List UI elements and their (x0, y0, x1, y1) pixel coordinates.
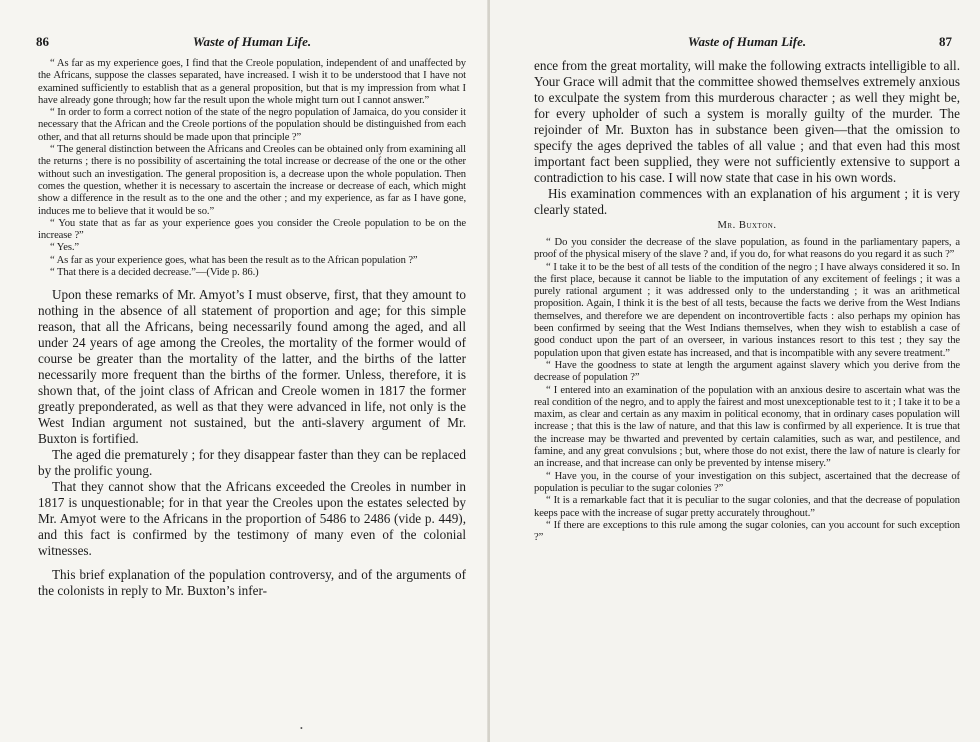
right-testimony-3: “ Have the goodness to state at length the argument against slavery which you derive from the decrease of population ?” (534, 359, 960, 384)
left-body-2: The aged die prematurely ; for they disappear faster than they can be replaced by the prolific young. (38, 447, 466, 479)
left-running-title: Waste of Human Life. (192, 34, 312, 49)
speaker-heading: Mr. Buxton. (717, 220, 777, 231)
left-testimony-6: “ As far as your experience goes, what has been the result as to the African population ?” (50, 254, 418, 266)
right-running-title: Waste of Human Life. (687, 34, 807, 49)
right-testimony-7: “ If there are exceptions to this rule among the sugar colonies, can you account for such exception ?” (534, 519, 960, 544)
left-page-number: 86 (36, 34, 49, 49)
left-testimony-3: “ The general distinction between the Africans and Creoles can be obtained only from examining all the returns ; there is no possibility of ascertaining the total increase or decrease of the one or the other without such an investigation. The general proposition is, a decrease upon the whole population. Then comes the question, whether it is necessary to ascertain the increase or decrease of each, which might show a difference in the result as to the one and the other ; and my experience, as far as I have gone, induces me to believe that it would be so.” (38, 144, 466, 217)
left-testimony-5: “ Yes.” (50, 242, 80, 254)
left-page (0, 0, 488, 742)
right-body-2: His examination commences with an explanation of his argument ; it is very clearly stated. (534, 186, 960, 217)
left-body-1: Upon these remarks of Mr. Amyot’s I must observe, first, that they amount to nothing in the absence of all statement of proportion and age; for this simple reason, that all the Africans, being necessarily found among the aged, and all under 24 years of age among the Creoles, the mortality of the former would of course be greater than the mortality of the latter, and the births of the latter necessarily more frequent than the births of the former. Unless, therefore, it is shown that, of the joint class of African and Creole women in 1817 the former greatly preponderated, as well as that they were advanced in life, not only is the West Indian argument not sustained, but the anti-slavery argument of Mr. Buxton is fortified. (38, 287, 466, 447)
left-testimony-7: “ That there is a decided decrease.”—(Vide p. 86.) (50, 267, 259, 279)
page-speck: • (300, 724, 303, 733)
right-running-head (534, 34, 960, 52)
right-testimony-4: “ I entered into an examination of the population with an anxious desire to ascertain what was the real condition of the negro, and to apply the fairest and most unexceptionable test to it ; I take it to be a maxim, as clear and certain as any maxim in political economy, that in ordinary cases population will increase ; that this is the law of nature, and that this law is confirmed by all experience. It is true that the increase may be thwarted and prevented by certain calamities, such as war, and pestilence, and famine, and any great convulsions ; but, where those do not exist, there the law of nature is clearly for an increase, and that increase can only be prevented by intense misery.” (534, 384, 960, 470)
right-body-1: ence from the great mortality, will make the following extracts intelligible to all. Your Grace will admit that the committee showed themselves extremely anxious to exculpate the system from this murderous character ; as well they might be, for every upholder of such a system is morally guilty of the murder. The rejoinder of Mr. Buxton has in substance been given—that the omission to specify the ages deprived the tables of all value ; and that even had this most important fact been supplied, they were not sufficiently extensive to support a contradiction to his case. I will now state that case in his own words. (534, 58, 960, 185)
right-testimony-1: “ Do you consider the decrease of the slave population, as found in the parliamentary papers, a proof of the physical misery of the slave ? and, if you do, for what reasons do you regard it as such ?” (534, 237, 960, 261)
left-running-head (38, 34, 466, 52)
right-page (490, 0, 980, 742)
left-testimony-2: “ In order to form a correct notion of the state of the negro population of Jamaica, do you consider it necessary that the African and the Creole portions of the population should be distinguished from each other, and that all returns should be made upon that principle ?” (38, 107, 466, 143)
left-testimony-4: “ You state that as far as your experience goes you consider the Creole population to be on the increase ?” (38, 217, 466, 242)
right-testimony-2: “ I take it to be the best of all tests of the condition of the negro ; I have always considered it so. In the first place, because it cannot be liable to the imputation of any excitement of feelings ; it was a purely rational argument ; it was addressed only to the understanding ; it was an arithmetical proposition. Again, I think it is the best of all tests, because the facts we derive from the West Indians themselves, and therefore we are dependent on incontrovertible facts : also perhaps my opinion has been confirmed by seeing that the West Indians themselves, when they wish to establish a case of good conduct upon the part of an overseer, in various instances resort to this test ; they say the population upon that given estate has increased, and that is incompatible with any severe treatment.” (534, 261, 960, 359)
left-body-3: That they cannot show that the Africans exceeded the Creoles in number in 1817 is unquestionable; for in that year the Creoles upon the estates selected by Mr. Amyot were to the Africans in the proportion of 5486 to 2486 (vide p. 449), and this fact is confirmed by the testimony of many even of the colonial witnesses. (38, 479, 466, 559)
left-testimony-1: “ As far as my experience goes, I find that the Creole population, independent of and unaffected by the Africans, suppose the classes separated, have increased. I wish it to be understood that I have not examined sufficiently to establish that as a general proposition, but that is my impression from what I have already gone through; how far the result upon the whole might turn out I cannot answer.” (38, 58, 466, 106)
right-testimony-5: “ Have you, in the course of your investigation on this subject, ascertained that the decrease of population is peculiar to the sugar colonies ?” (534, 470, 960, 494)
left-body-4: This brief explanation of the population controversy, and of the arguments of the colonists in reply to Mr. Buxton’s infer- (38, 567, 466, 599)
right-page-number: 87 (939, 34, 952, 49)
right-testimony-6: “ It is a remarkable fact that it is peculiar to the sugar colonies, and that the decrease of population keeps pace with the increase of sugar pretty accurately throughout.” (534, 495, 960, 519)
